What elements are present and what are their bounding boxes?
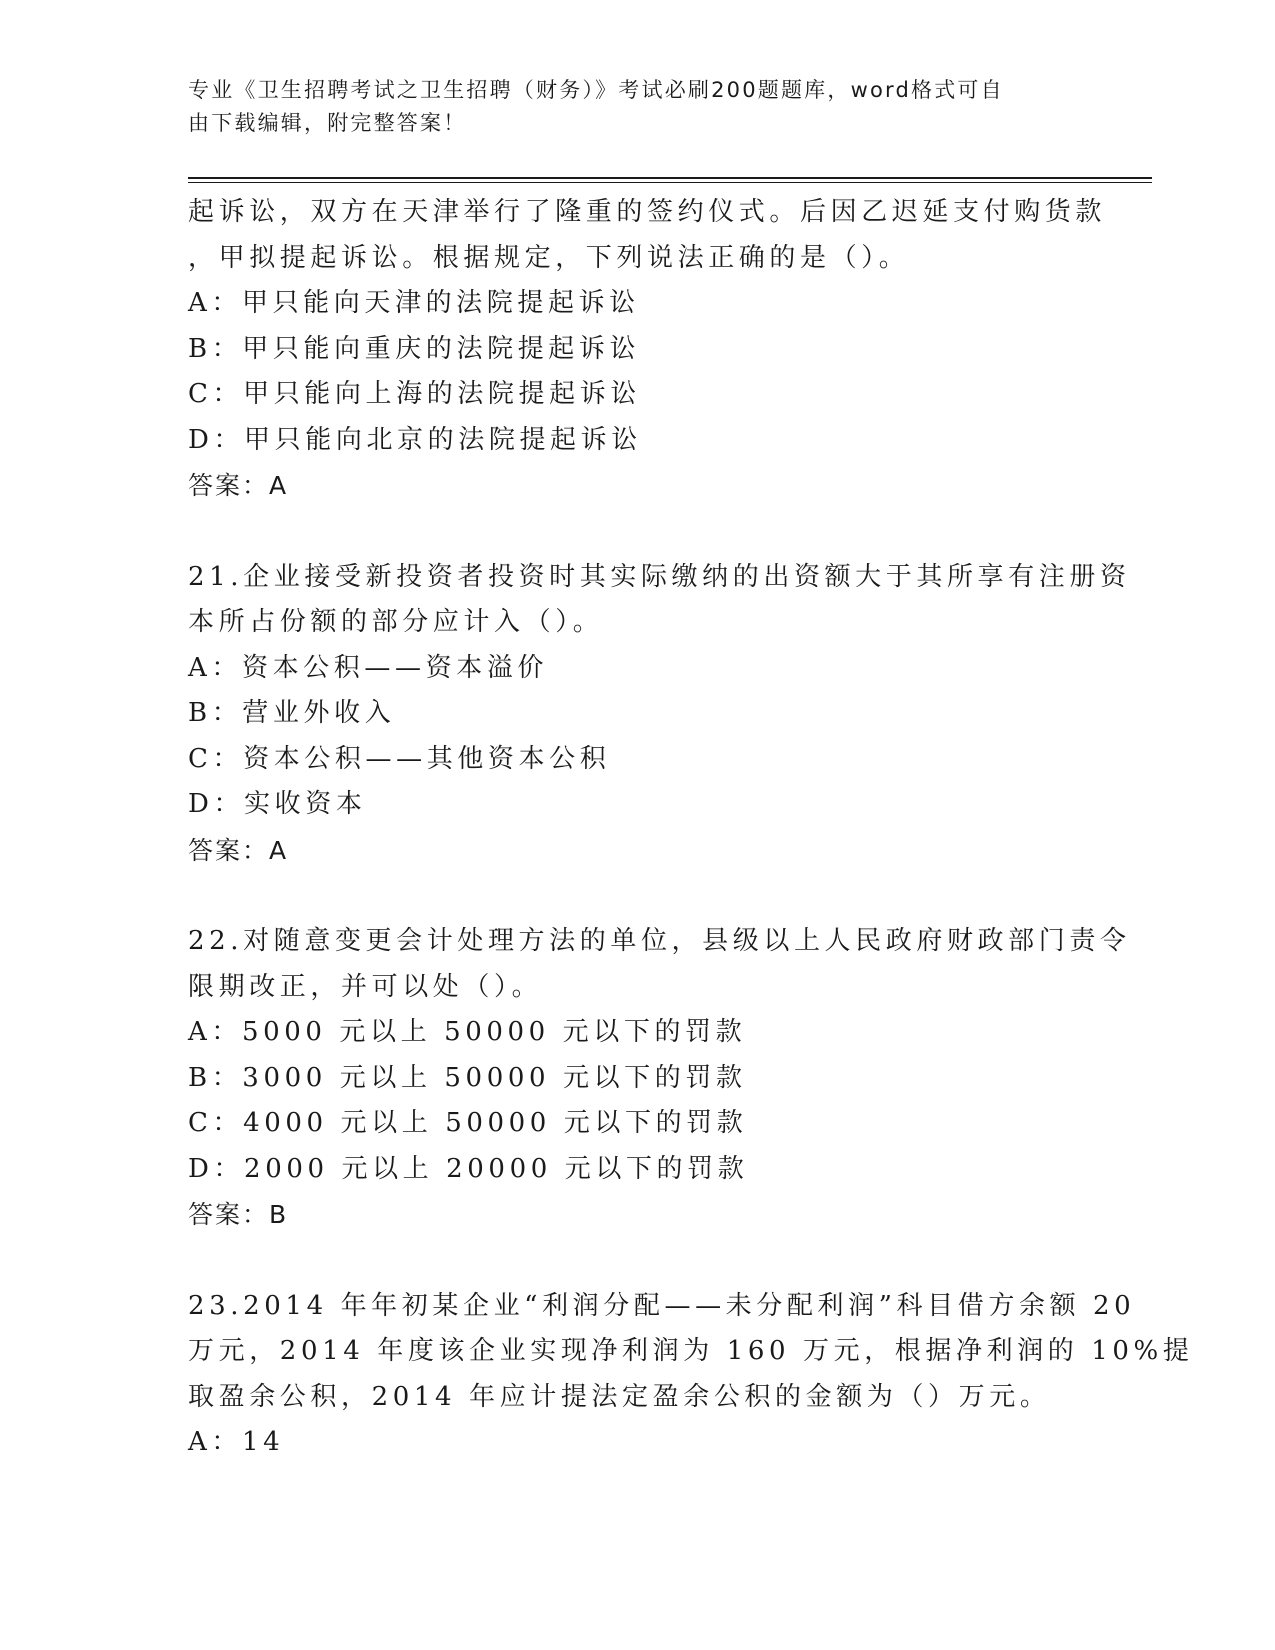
question-21: [188, 555, 1131, 874]
question-stem-line: 本所占份额的部分应计入（）。: [188, 607, 604, 637]
answer-line: 答案：B: [188, 1200, 289, 1229]
question-stem-line: 起诉讼，双方在天津举行了隆重的签约仪式。后因乙迟延支付购货款: [188, 197, 1107, 227]
option-a: A：14: [188, 1427, 285, 1457]
option-c: C：甲只能向上海的法院提起诉讼: [188, 379, 641, 409]
option-d: D：2000 元以上 20000 元以下的罚款: [188, 1153, 749, 1184]
question-list: [188, 190, 1194, 1466]
option-a: A：甲只能向天津的法院提起诉讼: [188, 288, 640, 318]
question-20: [188, 190, 1107, 509]
option-c: C：资本公积——其他资本公积: [188, 743, 611, 774]
question-stem-line: 22.对随意变更会计处理方法的单位，县级以上人民政府财政部门责令: [188, 926, 1131, 956]
option-a: A：5000 元以上 50000 元以下的罚款: [188, 1017, 747, 1047]
question-stem-line: 23.2014 年年初某企业“利润分配——未分配利润”科目借方余额 20: [188, 1290, 1136, 1321]
question-spacer: [188, 1238, 1088, 1284]
question-stem-line: 取盈余公积，2014 年应计提法定盈余公积的金额为（）万元。: [188, 1381, 1051, 1412]
question-22: [188, 919, 1131, 1238]
option-b: B：营业外收入: [188, 698, 396, 728]
question-23: [188, 1284, 1194, 1466]
header-rule-thick: [188, 177, 1152, 179]
question-stem-line: 万元，2014 年度该企业实现净利润为 160 万元，根据净利润的 10%提: [188, 1336, 1194, 1366]
header-rule-thin: [188, 182, 1152, 183]
option-a: A：资本公积——资本溢价: [188, 652, 548, 683]
document-header: [188, 74, 1068, 140]
option-d: D：甲只能向北京的法院提起诉讼: [188, 424, 642, 455]
question-stem-line: ，甲拟提起诉讼。根据规定，下列说法正确的是（）。: [188, 242, 910, 273]
header-title-line-1: 专业《卫生招聘考试之卫生招聘（财务）》考试必刷200题题库，word格式可自: [188, 78, 1004, 102]
answer-line: 答案：A: [188, 835, 289, 865]
question-spacer: [188, 873, 1088, 919]
question-stem-line: 21.企业接受新投资者投资时其实际缴纳的出资额大于其所享有注册资: [188, 561, 1131, 592]
option-b: B：甲只能向重庆的法院提起诉讼: [188, 333, 641, 364]
header-title-line-2: 由下载编辑，附完整答案！: [188, 111, 467, 135]
question-spacer: [188, 509, 1088, 555]
option-d: D：实收资本: [188, 789, 367, 819]
question-stem-line: 限期改正，并可以处（）。: [188, 971, 543, 1002]
option-c: C：4000 元以上 50000 元以下的罚款: [188, 1108, 748, 1138]
answer-line: 答案：A: [188, 471, 289, 500]
option-b: B：3000 元以上 50000 元以下的罚款: [188, 1062, 747, 1093]
